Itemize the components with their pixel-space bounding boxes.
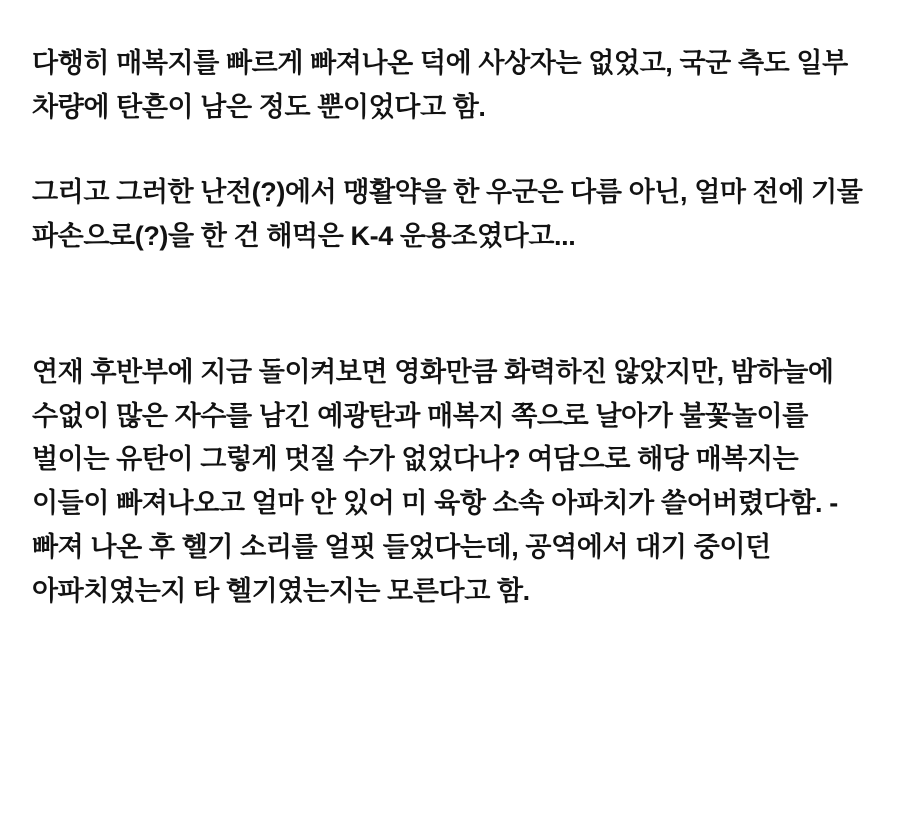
paragraph-spacer-1 [32, 129, 870, 171]
paragraph-2: 그리고 그러한 난전(?)에서 맹활약을 한 우군은 다름 아닌, 얼마 전에 기물 파손으로(?)을 한 건 해먹은 K-4 운용조였다고... [32, 177, 870, 252]
paragraph-3: 연재 후반부에 지금 돌이켜보면 영화만큼 화력하진 않았지만, 밤하늘에 수없이 많은 자수를 남긴 예광탄과 매복지 쪽으로 날아가 불꽃놀이를 벌이는 유탄이 그렇게 멋질 수가 없었다나? 여담으로 해당 매복지는 이들이 빠져나오고 얼마 안 있어 미 육항 소속 아파치가 쓸어버렸다함. - 빠져 나온 후 헬기 소리를 얼핏 들었다는데, 공역에서 대기 중이던 아파치였는지 타 헬기였는지는 모른다고 함. [32, 356, 845, 606]
paragraph-spacer-2 [32, 259, 870, 351]
paragraph-1: 다행히 매복지를 빠르게 빠져나온 덕에 사상자는 없었고, 국군 측도 일부 차량에 탄흔이 남은 정도 뿐이었다고 함. [32, 48, 855, 122]
